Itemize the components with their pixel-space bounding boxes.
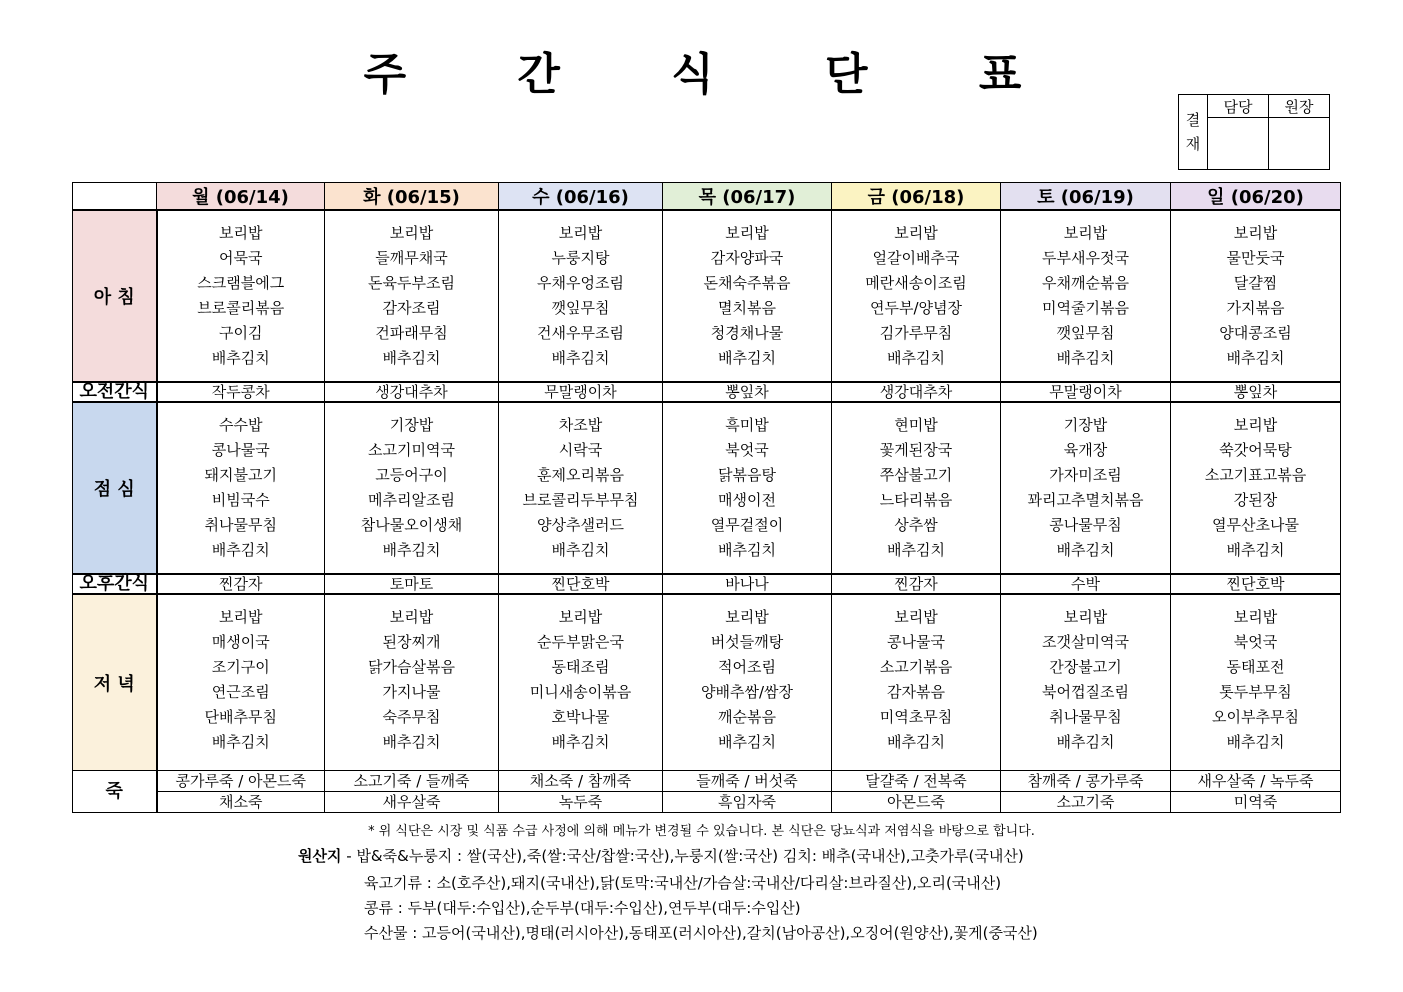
menu-item: 연두부/양념장 <box>870 299 962 317</box>
menu-item: 북엇국 <box>725 441 769 459</box>
menu-item: 보리밥 <box>1233 416 1278 434</box>
menu-item: 배추김치 <box>1056 349 1115 367</box>
menu-item: 적어조림 <box>718 658 776 676</box>
am-snack-cell: 뽕잎차 <box>1171 382 1341 402</box>
menu-item: 누룽지탕 <box>551 249 610 267</box>
menu-item: 보리밥 <box>558 224 603 242</box>
menu-item: 훈제오리볶음 <box>537 466 624 484</box>
menu-item: 보리밥 <box>558 608 603 626</box>
menu-item: 구이김 <box>219 324 263 342</box>
dinner-cell <box>499 594 663 771</box>
am-snack-cell: 뽕잎차 <box>663 382 832 402</box>
origin-label: 원산지 <box>298 847 342 865</box>
pm-snack-cell: 찐감자 <box>157 574 325 594</box>
menu-item: 우채깨순볶음 <box>1042 274 1129 292</box>
menu-item: 흑미밥 <box>725 416 769 434</box>
menu-item: 취나물무침 <box>1049 708 1122 726</box>
menu-item: 소고기볶음 <box>879 658 953 676</box>
menu-item: 순두부맑은국 <box>537 633 624 651</box>
origin-seafood: 수산물 : 고등어(국내산),명태(러시아산),동태포(러시아산),갈치(남아공산),오징어(원양산),꽃게(중국산) <box>364 924 1038 942</box>
day-header: 금 (06/18) <box>832 183 1001 211</box>
pm-snack-cell: 바나나 <box>663 574 832 594</box>
dinner-cell <box>663 594 832 771</box>
menu-note: * 위 식단은 시장 및 식품 수급 사정에 의해 메뉴가 변경될 수 있습니다. 본 식단은 당뇨식과 저염식을 바탕으로 합니다. <box>368 824 1035 839</box>
menu-item: 연근조림 <box>211 683 270 701</box>
menu-item: 미역줄기볶음 <box>1042 299 1129 317</box>
lunch-cell <box>499 402 663 574</box>
menu-item: 깨순볶음 <box>718 708 776 726</box>
am-snack-row <box>73 382 1341 402</box>
porridge-cell: 미역죽 <box>1171 792 1341 813</box>
menu-item: 배추김치 <box>718 541 776 559</box>
day-header: 목 (06/17) <box>663 183 832 211</box>
menu-item: 조갯살미역국 <box>1042 633 1129 651</box>
menu-item: 감자볶음 <box>887 683 945 701</box>
menu-item: 숙주무침 <box>382 708 441 726</box>
menu-item: 쭈삼불고기 <box>879 466 953 484</box>
menu-item: 북엇국 <box>1233 633 1278 651</box>
menu-item: 닭가슴살볶음 <box>368 658 455 676</box>
menu-item: 배추김치 <box>551 733 610 751</box>
menu-item: 배추김치 <box>1056 541 1115 559</box>
menu-item: 고등어구이 <box>375 466 448 484</box>
menu-item: 보리밥 <box>389 608 434 626</box>
menu-item: 톳두부무침 <box>1219 683 1292 701</box>
menu-item: 수수밥 <box>219 416 263 434</box>
menu-item: 콩나물국 <box>887 633 945 651</box>
menu-item: 보리밥 <box>1233 608 1278 626</box>
breakfast-cell <box>832 210 1001 382</box>
lunch-cell <box>1171 402 1341 574</box>
page-title: 주 간 식 단 표 <box>363 49 1070 100</box>
menu-item: 우채우엉조림 <box>537 274 624 292</box>
breakfast-cell <box>1171 210 1341 382</box>
porridge-cell: 흑임자죽 <box>663 792 832 813</box>
dinner-cell <box>157 594 325 771</box>
menu-item: 보리밥 <box>894 224 938 242</box>
menu-item: 김가루무침 <box>879 324 953 342</box>
menu-item: 보리밥 <box>219 608 263 626</box>
menu-item: 매생이전 <box>718 491 776 509</box>
day-header: 수 (06/16) <box>499 183 663 211</box>
menu-item: 얼갈이배추국 <box>872 249 960 267</box>
breakfast-row <box>73 210 1341 382</box>
menu-item: 양대콩조림 <box>1219 324 1292 342</box>
lunch-row <box>73 402 1341 574</box>
menu-item: 꽃게된장국 <box>879 441 953 459</box>
menu-item: 브로콜리두부무침 <box>522 491 639 509</box>
menu-item: 가지나물 <box>382 683 441 701</box>
menu-item: 건파래무침 <box>375 324 448 342</box>
porridge-cell: 콩가루죽 / 아몬드죽 <box>157 771 325 792</box>
menu-item: 감자양파국 <box>710 249 784 267</box>
menu-item: 비빔국수 <box>211 491 270 509</box>
menu-item: 배추김치 <box>1056 733 1115 751</box>
menu-item: 어묵국 <box>219 249 263 267</box>
menu-item: 배추김치 <box>887 541 945 559</box>
menu-item: 보리밥 <box>389 224 434 242</box>
menu-item: 배추김치 <box>1226 733 1285 751</box>
dinner-cell <box>1171 594 1341 771</box>
menu-item: 깻잎무침 <box>1056 324 1115 342</box>
menu-item: 버섯들깨탕 <box>710 633 784 651</box>
origin-line-1 <box>298 845 1024 866</box>
menu-item: 보리밥 <box>1063 224 1108 242</box>
menu-item: 브로콜리볶음 <box>197 299 285 317</box>
weekly-menu-table <box>72 182 1341 813</box>
porridge-cell: 아몬드죽 <box>832 792 1001 813</box>
menu-item: 멸치볶음 <box>718 299 776 317</box>
lunch-label: 점 심 <box>73 402 157 574</box>
pm-snack-cell: 찐단호박 <box>499 574 663 594</box>
approval-label: 결 재 <box>1179 95 1208 170</box>
porridge-row-1 <box>73 771 1341 792</box>
menu-item: 배추김치 <box>718 349 776 367</box>
menu-item: 가자미조림 <box>1049 466 1122 484</box>
menu-item: 차조밥 <box>558 416 603 434</box>
menu-item: 상추쌈 <box>894 516 938 534</box>
breakfast-cell <box>663 210 832 382</box>
menu-item: 배추김치 <box>211 733 270 751</box>
menu-item: 배추김치 <box>382 541 441 559</box>
origin-beans: 콩류 : 두부(대두:수입산),순두부(대두:수입산),연두부(대두:수입산) <box>364 899 801 917</box>
menu-item: 달걀찜 <box>1233 274 1278 292</box>
approval-box <box>1178 94 1330 170</box>
menu-item: 단배추무침 <box>204 708 277 726</box>
menu-item: 닭볶음탕 <box>718 466 776 484</box>
menu-item: 보리밥 <box>725 608 769 626</box>
porridge-cell: 새우살죽 <box>325 792 499 813</box>
menu-item: 배추김치 <box>1226 349 1285 367</box>
day-header: 화 (06/15) <box>325 183 499 211</box>
lunch-cell <box>1001 402 1171 574</box>
approval-col-director: 원장 <box>1269 95 1330 118</box>
menu-item: 보리밥 <box>894 608 938 626</box>
menu-item: 콩나물무침 <box>1049 516 1122 534</box>
menu-item: 메추리알조림 <box>368 491 455 509</box>
menu-item: 취나물무침 <box>204 516 277 534</box>
menu-item: 조기구이 <box>211 658 270 676</box>
porridge-cell: 소고기죽 <box>1001 792 1171 813</box>
menu-item: 동태조림 <box>551 658 610 676</box>
approval-sign-director <box>1269 118 1330 170</box>
menu-item: 청경채나물 <box>710 324 784 342</box>
menu-item: 미니새송이볶음 <box>529 683 632 701</box>
breakfast-cell <box>325 210 499 382</box>
menu-item: 들깨무채국 <box>375 249 448 267</box>
menu-item: 느타리볶음 <box>879 491 953 509</box>
approval-col-manager: 담당 <box>1208 95 1269 118</box>
day-header: 일 (06/20) <box>1171 183 1341 211</box>
menu-item: 콩나물국 <box>211 441 270 459</box>
origin-meat: 육고기류 : 소(호주산),돼지(국내산),닭(토막:국내산/가슴살:국내산/다리살:브라질산),오리(국내산) <box>364 874 1002 892</box>
menu-item: 배추김치 <box>551 349 610 367</box>
menu-item: 열무겉절이 <box>710 516 784 534</box>
breakfast-cell <box>157 210 325 382</box>
lunch-cell <box>832 402 1001 574</box>
day-header: 월 (06/14) <box>157 183 325 211</box>
menu-item: 배추김치 <box>551 541 610 559</box>
dinner-cell <box>325 594 499 771</box>
menu-item: 감자조림 <box>382 299 441 317</box>
menu-item: 물만둣국 <box>1226 249 1285 267</box>
menu-item: 돈채숙주볶음 <box>703 274 791 292</box>
menu-item: 시락국 <box>558 441 603 459</box>
menu-item: 건새우무조림 <box>537 324 624 342</box>
dinner-cell <box>832 594 1001 771</box>
menu-item: 열무산초나물 <box>1212 516 1299 534</box>
menu-item: 매생이국 <box>211 633 270 651</box>
am-snack-cell: 무말랭이차 <box>499 382 663 402</box>
menu-item: 배추김치 <box>887 733 945 751</box>
breakfast-cell <box>1001 210 1171 382</box>
porridge-cell: 녹두죽 <box>499 792 663 813</box>
porridge-cell: 채소죽 / 참깨죽 <box>499 771 663 792</box>
pm-snack-row <box>73 574 1341 594</box>
pm-snack-label: 오후간식 <box>73 574 157 594</box>
menu-item: 된장찌개 <box>382 633 441 651</box>
day-header: 토 (06/19) <box>1001 183 1171 211</box>
menu-item: 꽈리고추멸치볶음 <box>1027 491 1144 509</box>
lunch-cell <box>325 402 499 574</box>
lunch-cell <box>663 402 832 574</box>
dinner-cell <box>1001 594 1171 771</box>
approval-sign-manager <box>1208 118 1269 170</box>
porridge-cell: 새우살죽 / 녹두죽 <box>1171 771 1341 792</box>
menu-item: 배추김치 <box>382 733 441 751</box>
menu-item: 배추김치 <box>211 349 270 367</box>
am-snack-cell: 생강대추차 <box>325 382 499 402</box>
menu-item: 쑥갓어묵탕 <box>1219 441 1292 459</box>
menu-item: 동태포전 <box>1226 658 1285 676</box>
pm-snack-cell: 수박 <box>1001 574 1171 594</box>
dinner-label: 저 녁 <box>73 594 157 771</box>
menu-item: 두부새우젓국 <box>1042 249 1129 267</box>
breakfast-cell <box>499 210 663 382</box>
menu-item: 미역초무침 <box>879 708 953 726</box>
menu-item: 간장불고기 <box>1049 658 1122 676</box>
menu-item: 배추김치 <box>382 349 441 367</box>
am-snack-cell: 작두콩차 <box>157 382 325 402</box>
menu-item: 스크램블에그 <box>197 274 285 292</box>
menu-item: 배추김치 <box>1226 541 1285 559</box>
porridge-cell: 소고기죽 / 들깨죽 <box>325 771 499 792</box>
origin-rice: - 밥&죽&누룽지 : 쌀(국산),죽(쌀:국산/찹쌀:국산),누룽지(쌀:국산) 김치: 배추(국내산),고춧가루(국내산) <box>346 847 1024 865</box>
menu-item: 북어껍질조림 <box>1042 683 1129 701</box>
menu-item: 호박나물 <box>551 708 610 726</box>
menu-item: 가지볶음 <box>1226 299 1285 317</box>
menu-item: 육개장 <box>1063 441 1108 459</box>
menu-item: 메란새송이조림 <box>865 274 967 292</box>
menu-item: 돼지불고기 <box>204 466 277 484</box>
pm-snack-cell: 찐감자 <box>832 574 1001 594</box>
breakfast-label: 아 침 <box>73 210 157 382</box>
porridge-label: 죽 <box>73 771 157 813</box>
am-snack-cell: 무말랭이차 <box>1001 382 1171 402</box>
am-snack-label: 오전간식 <box>73 382 157 402</box>
menu-item: 기장밥 <box>389 416 434 434</box>
menu-item: 강된장 <box>1233 491 1278 509</box>
menu-item: 참나물오이생채 <box>360 516 463 534</box>
menu-item: 기장밥 <box>1063 416 1108 434</box>
menu-item: 양상추샐러드 <box>537 516 624 534</box>
dinner-row <box>73 594 1341 771</box>
menu-item: 배추김치 <box>718 733 776 751</box>
menu-item: 배추김치 <box>887 349 945 367</box>
pm-snack-cell: 토마토 <box>325 574 499 594</box>
porridge-cell: 참깨죽 / 콩가루죽 <box>1001 771 1171 792</box>
menu-item: 보리밥 <box>1063 608 1108 626</box>
menu-item: 보리밥 <box>1233 224 1278 242</box>
menu-item: 소고기표고볶음 <box>1204 466 1307 484</box>
day-header-row <box>73 183 1341 211</box>
menu-item: 양배추쌈/쌈장 <box>701 683 793 701</box>
menu-item: 보리밥 <box>219 224 263 242</box>
menu-item: 돈육두부조림 <box>368 274 455 292</box>
menu-item: 깻잎무침 <box>551 299 610 317</box>
porridge-cell: 채소죽 <box>157 792 325 813</box>
porridge-cell: 달걀죽 / 전복죽 <box>832 771 1001 792</box>
menu-item: 오이부추무침 <box>1212 708 1299 726</box>
porridge-cell: 들깨죽 / 버섯죽 <box>663 771 832 792</box>
corner-cell <box>73 183 157 211</box>
menu-item: 소고기미역국 <box>368 441 455 459</box>
porridge-row-2 <box>73 792 1341 813</box>
menu-item: 배추김치 <box>211 541 270 559</box>
menu-item: 현미밥 <box>894 416 938 434</box>
pm-snack-cell: 찐단호박 <box>1171 574 1341 594</box>
menu-item: 보리밥 <box>725 224 769 242</box>
lunch-cell <box>157 402 325 574</box>
am-snack-cell: 생강대추차 <box>832 382 1001 402</box>
